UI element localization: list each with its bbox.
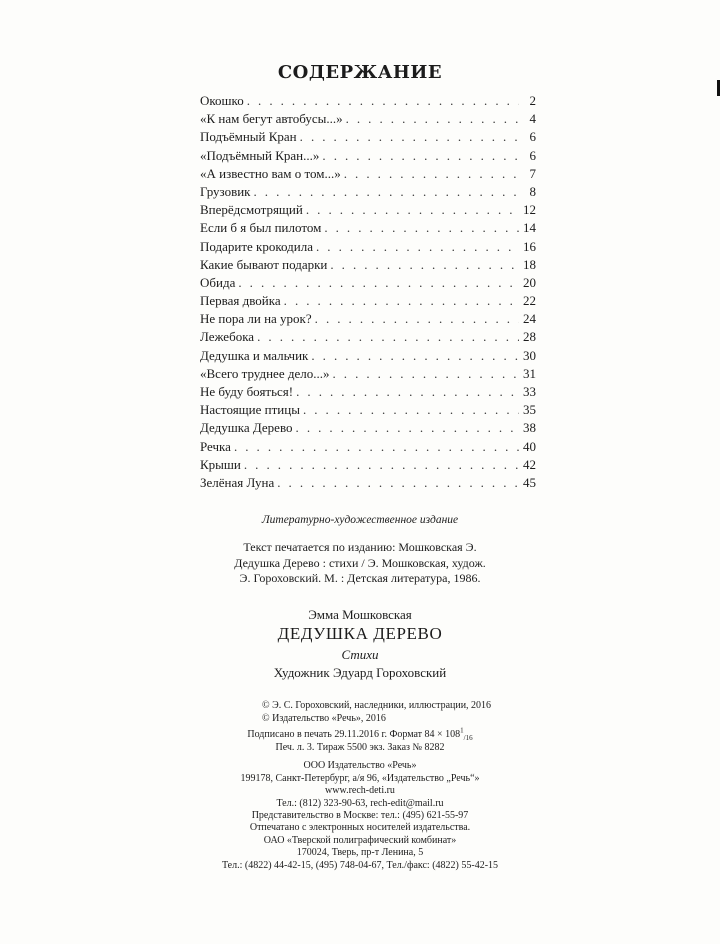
toc-entry — [200, 456, 536, 474]
toc-entry-page: 24 — [523, 311, 536, 327]
toc-leader-dots — [311, 347, 519, 365]
toc-entry — [200, 128, 536, 146]
toc-entry-title: Подарите крокодила — [200, 238, 313, 254]
contents-heading: СОДЕРЖАНИЕ — [277, 62, 443, 83]
toc-leader-dots — [296, 383, 519, 401]
publisher-phone: Тел.: (812) 323-90-63, rech-edit@mail.ru — [276, 797, 444, 809]
toc-entry — [200, 292, 536, 310]
toc-entry-title: Окошко — [200, 93, 244, 108]
toc-entry-title: Речка — [200, 438, 231, 454]
toc-entry — [200, 256, 536, 274]
toc-entry-title: Грузовик — [200, 183, 251, 199]
toc-entry — [200, 310, 536, 328]
toc-entry — [200, 201, 536, 219]
toc-entry-page: 45 — [523, 474, 536, 490]
toc-leader-dots — [257, 328, 519, 346]
format-superscript: 1 — [460, 726, 464, 735]
toc-leader-dots — [330, 256, 519, 274]
toc-entry — [200, 383, 536, 401]
toc-entry-title: Лежебока — [200, 329, 255, 345]
toc-entry-page: 12 — [523, 202, 536, 218]
toc-entry-page: 38 — [523, 420, 536, 436]
toc-entry-title: Подъёмный Кран — [200, 129, 297, 145]
printer-line: ОАО «Тверской полиграфический комбинат» — [263, 834, 457, 846]
source-note — [0, 540, 720, 587]
toc-entry-page: 6 — [529, 129, 536, 145]
toc-entry — [200, 92, 536, 110]
book-title: ДЕДУШКА ДЕРЕВО — [277, 624, 443, 643]
toc-entry-title: «Подъёмный Кран...» — [200, 147, 320, 163]
toc-entry-page: 7 — [529, 165, 536, 181]
signed-line — [0, 726, 720, 742]
toc-leader-dots — [322, 147, 519, 165]
toc-entry-page: 6 — [529, 147, 536, 163]
toc-leader-dots — [332, 365, 519, 383]
toc-leader-dots — [344, 165, 519, 183]
toc-entry-title: Какие бывают подарки — [200, 256, 328, 272]
toc-entry-page: 20 — [523, 274, 536, 290]
printer-line: 170024, Тверь, пр-т Ленина, 5 — [296, 847, 424, 859]
toc-leader-dots — [324, 219, 519, 237]
source-line: Текст печатается по изданию: Мошковская Э. — [243, 540, 477, 554]
toc-entry — [200, 474, 536, 492]
printer-line: Тел.: (4822) 44-42-15, (495) 748-04-67, Тел./факс: (4822) 55-42-15 — [221, 859, 499, 871]
toc-entry-title: Обида — [200, 274, 236, 290]
toc-entry-page: 16 — [523, 238, 536, 254]
toc-entry — [200, 238, 536, 256]
toc-entry-title: Не пора ли на урок? — [200, 311, 312, 327]
table-of-contents — [200, 92, 536, 492]
toc-entry — [200, 219, 536, 237]
illustrator-name: Художник Эдуард Гороховский — [273, 665, 447, 680]
toc-leader-dots — [247, 92, 519, 110]
source-line: Дедушка Дерево : стихи / Э. Мошковская, худож. — [234, 555, 486, 570]
edition-genre: Литературно-художественное издание — [261, 514, 459, 526]
toc-leader-dots — [296, 419, 519, 437]
toc-leader-dots — [284, 292, 519, 310]
toc-entry — [200, 419, 536, 437]
printer-line: Отпечатано с электронных носителей издательства. — [249, 822, 471, 833]
toc-leader-dots — [346, 110, 519, 128]
publisher-block — [0, 760, 720, 823]
toc-entry-page: 18 — [523, 256, 536, 272]
toc-entry — [200, 274, 536, 292]
publisher-name: ООО Издательство «Речь» — [303, 760, 417, 771]
toc-entry-title: Вперёдсмотрящий — [200, 202, 303, 218]
toc-entry — [200, 401, 536, 419]
toc-entry-page: 33 — [523, 384, 536, 399]
toc-leader-dots — [306, 201, 519, 219]
toc-entry-page: 28 — [523, 329, 536, 345]
toc-entry-title: Первая двойка — [200, 293, 281, 309]
format-subscript: /16 — [463, 734, 473, 742]
toc-leader-dots — [316, 238, 519, 256]
toc-entry-title: Настоящие птицы — [200, 402, 300, 418]
publisher-site: www.rech-deti.ru — [325, 785, 395, 797]
toc-leader-dots — [244, 456, 519, 474]
toc-leader-dots — [303, 401, 519, 419]
toc-leader-dots — [238, 274, 519, 292]
source-line: Э. Гороховский. М. : Детская литература, 1986. — [239, 571, 481, 585]
toc-entry — [200, 147, 536, 165]
copyright-block — [0, 700, 720, 725]
toc-entry-page: 30 — [523, 347, 536, 363]
toc-entry-title: Зелёная Луна — [200, 474, 275, 490]
toc-entry-title: «Всего труднее дело...» — [200, 365, 330, 381]
copyright-line: © Э. С. Гороховский, наследники, иллюстрации, 2016 — [262, 700, 492, 711]
toc-entry-title: Если б я был пилотом — [200, 220, 322, 236]
copyright-line: © Издательство «Речь», 2016 — [262, 712, 386, 724]
toc-entry-title: Дедушка Дерево — [200, 420, 293, 436]
toc-entry — [200, 183, 536, 201]
toc-leader-dots — [300, 128, 519, 146]
toc-leader-dots — [234, 438, 519, 456]
toc-entry-page: 8 — [529, 183, 536, 199]
publisher-moscow: Представительство в Москве: тел.: (495) 621-55-97 — [251, 810, 469, 822]
toc-entry-page: 35 — [523, 402, 536, 418]
toc-entry — [200, 365, 536, 383]
toc-leader-dots — [254, 183, 520, 201]
print-details — [0, 726, 720, 754]
toc-entry-title: Не буду бояться! — [200, 384, 294, 399]
toc-leader-dots — [277, 474, 519, 492]
toc-entry-page: 22 — [523, 293, 536, 309]
circulation-line: Печ. л. 3. Тираж 5500 экз. Заказ № 8282 — [275, 741, 445, 753]
toc-entry-title: Крыши — [200, 456, 241, 472]
toc-entry — [200, 438, 536, 456]
author-name: Эмма Мошковская — [308, 607, 412, 622]
toc-entry — [200, 165, 536, 183]
toc-entry — [200, 328, 536, 346]
toc-entry-page: 14 — [523, 220, 536, 236]
toc-entry — [200, 347, 536, 365]
publisher-address: 199178, Санкт-Петербург, а/я 96, «Издательство „Речь“» — [240, 772, 480, 784]
toc-entry-title: «К нам бегут автобусы...» — [200, 111, 343, 127]
printer-block — [0, 822, 720, 872]
toc-entry-page: 42 — [523, 456, 536, 472]
toc-entry-page: 31 — [523, 365, 536, 381]
book-subtitle: Стихи — [341, 647, 379, 662]
toc-entry-title: «А известно вам о том...» — [200, 165, 341, 181]
toc-entry — [200, 110, 536, 128]
toc-leader-dots — [315, 310, 519, 328]
signed-text: Подписано в печать 29.11.2016 г. Формат 84 × 108 — [247, 729, 461, 740]
toc-entry-page: 4 — [529, 111, 536, 127]
toc-entry-page: 40 — [523, 438, 536, 454]
toc-entry-title: Дедушка и мальчик — [200, 347, 309, 363]
toc-entry-page: 2 — [529, 93, 536, 108]
